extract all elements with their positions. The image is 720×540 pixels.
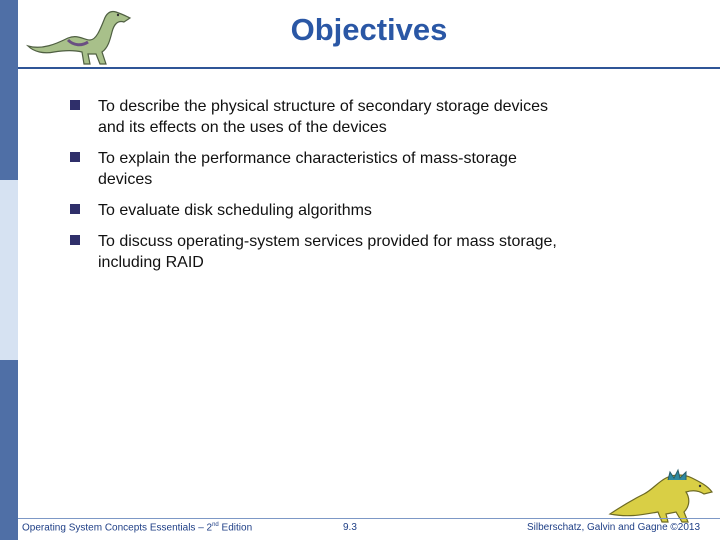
list-item: [68, 200, 628, 221]
square-bullet-icon: [70, 204, 80, 214]
list-item: [68, 148, 628, 190]
bullet-text: To describe the physical structure of secondary storage devices and its effects on the uses of the devices: [98, 98, 549, 136]
square-bullet-icon: [70, 152, 80, 162]
footer-divider: [18, 518, 720, 519]
footer-page-number: 9.3: [343, 522, 357, 533]
bullet-text: To evaluate disk scheduling algorithms: [98, 202, 372, 219]
sidebar-segment-top: [0, 0, 18, 180]
page-title: Objectives: [290, 12, 448, 47]
dinosaur-icon: [604, 462, 716, 526]
bullet-text: To discuss operating-system services provided for mass storage, including RAID: [98, 233, 557, 271]
sidebar: [0, 0, 18, 540]
list-item: [68, 231, 628, 273]
square-bullet-icon: [70, 235, 80, 245]
bullet-text: To explain the performance characteristics of mass-storage devices: [98, 150, 517, 188]
footer-book-title: Operating System Concepts Essentials – 2nd Edition: [22, 522, 253, 534]
title-divider: [18, 67, 720, 69]
sidebar-segment-middle: [0, 180, 18, 360]
bullet-list: [68, 96, 628, 283]
list-item: [68, 96, 628, 138]
square-bullet-icon: [70, 100, 80, 110]
sidebar-segment-bottom: [0, 360, 18, 540]
footer-copyright: Silberschatz, Galvin and Gagne ©2013: [527, 522, 701, 533]
